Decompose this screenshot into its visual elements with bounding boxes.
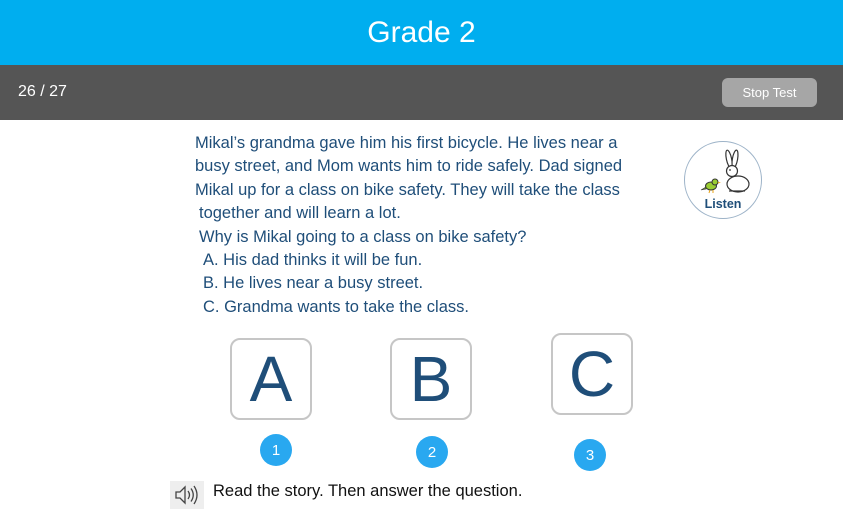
story-passage (195, 132, 665, 319)
choice-b-button[interactable]: B (390, 338, 472, 420)
speaker-icon (170, 481, 204, 509)
speaker-button[interactable] (170, 481, 204, 509)
stop-test-button[interactable]: Stop Test (722, 78, 817, 107)
listen-label: Listen (704, 197, 742, 211)
choice-number-badge: 2 (416, 436, 448, 468)
choice-number-badge: 1 (260, 434, 292, 466)
question-text: Why is Mikal going to a class on bike safety? (199, 227, 527, 246)
page-title: Grade 2 (367, 15, 476, 49)
question-progress: 26 / 27 (18, 83, 67, 100)
answer-option-c: C. Grandma wants to take the class. (203, 297, 469, 316)
story-line: Mikal’s grandma gave him his first bicycle. He lives near a (195, 134, 618, 152)
story-line: Mikal up for a class on bike safety. They will take the class (195, 180, 620, 199)
instruction-text: Read the story. Then answer the question. (213, 482, 523, 500)
story-line: busy street, and Mom wants him to ride safely. Dad signed (195, 157, 623, 176)
header-bar (0, 0, 843, 65)
choice-a-button[interactable]: A (230, 338, 312, 420)
toolbar (0, 65, 843, 120)
story-line: together and will learn a lot. (199, 204, 401, 223)
answer-option-b: B. He lives near a busy street. (203, 274, 424, 293)
answer-option-a: A. His dad thinks it will be fun. (203, 251, 423, 270)
choice-c-button[interactable]: C (551, 333, 633, 415)
choice-number-badge: 3 (574, 439, 606, 471)
listen-button[interactable] (684, 141, 762, 219)
